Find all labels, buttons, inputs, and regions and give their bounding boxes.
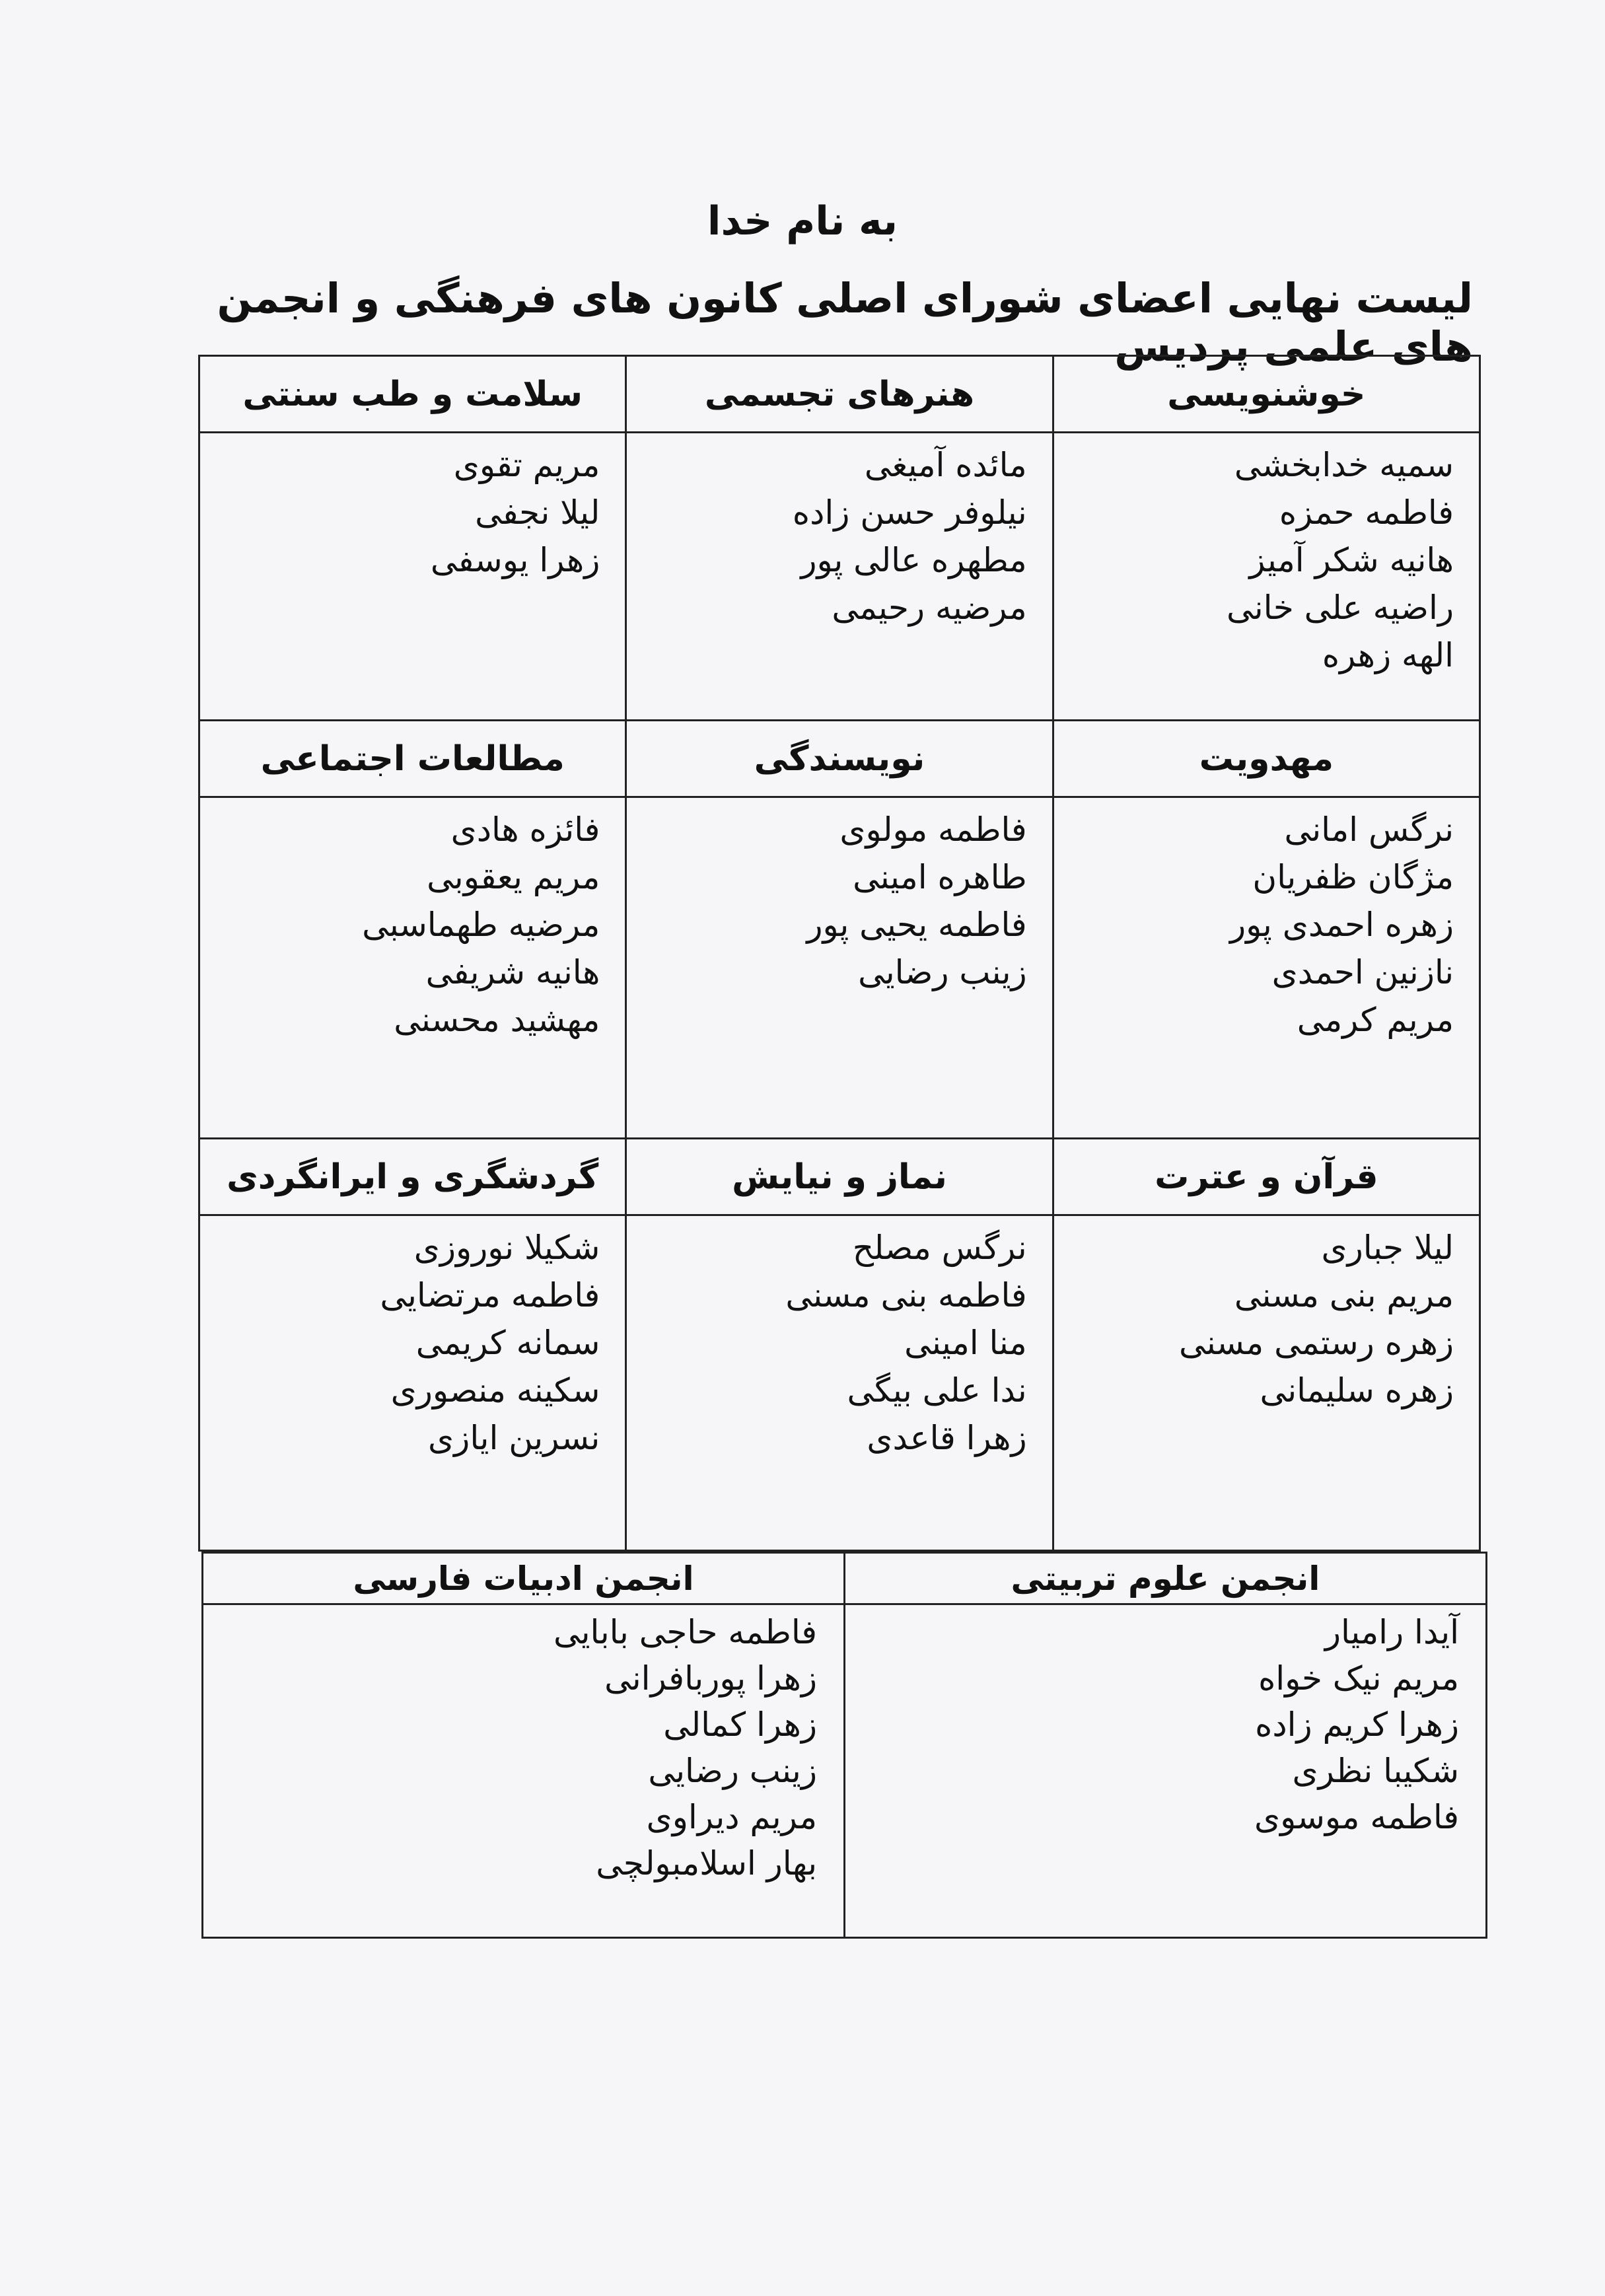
section-header: مهدویت	[1053, 721, 1480, 797]
member-name: مرضیه طهماسبی	[362, 906, 600, 944]
association-header: انجمن علوم تربیتی	[845, 1553, 1487, 1604]
member-name: طاهره امینی	[853, 858, 1027, 896]
member-name: زهرا قاعدی	[867, 1419, 1027, 1457]
member-name: بهار اسلامبولچی	[596, 1844, 817, 1883]
member-name: هانیه شریفی	[425, 953, 600, 991]
member-name: شکیبا نظری	[1292, 1752, 1459, 1790]
member-name: فاطمه مرتضایی	[380, 1276, 600, 1314]
member-name: سکینه منصوری	[390, 1371, 600, 1410]
member-name: سمیه خدابخشی	[1234, 446, 1454, 484]
members-cell	[203, 1604, 845, 1938]
member-name: مریم نیک خواه	[1258, 1659, 1459, 1698]
member-name: منا امینی	[904, 1324, 1027, 1362]
section-header: هنرهای تجسمی	[626, 356, 1053, 433]
member-name: مرضیه رحیمی	[832, 589, 1027, 627]
member-name: مریم تقوی	[453, 446, 600, 484]
member-name: مائده آمیغی	[864, 446, 1027, 484]
member-name: نسرین ایازی	[428, 1419, 600, 1457]
section-header: مطالعات اجتماعی	[199, 721, 626, 797]
member-name: زهرا پوربافرانی	[604, 1659, 817, 1698]
member-name: زهرا کریم زاده	[1255, 1705, 1459, 1744]
member-name: الهه زهره	[1322, 636, 1454, 674]
member-name: راضیه علی خانی	[1227, 589, 1454, 627]
members-cell	[199, 1215, 626, 1551]
member-name: فاطمه یحیی پور	[806, 906, 1027, 944]
member-name: نیلوفر حسن زاده	[792, 493, 1027, 532]
member-name: هانیه شکر آمیز	[1249, 541, 1454, 579]
member-name: زهره احمدی پور	[1229, 906, 1454, 944]
member-name: آیدا رامیار	[1324, 1613, 1459, 1651]
councils-table	[198, 355, 1481, 1552]
member-name: لیلا نجفی	[475, 493, 600, 532]
associations-table	[201, 1552, 1487, 1939]
member-name: لیلا جباری	[1321, 1229, 1454, 1267]
member-name: فاطمه بنی مسنی	[785, 1276, 1027, 1314]
member-name: مریم بنی مسنی	[1234, 1276, 1454, 1314]
members-cell	[626, 1215, 1053, 1551]
section-header: خوشنویسی	[1053, 356, 1480, 433]
member-name: شکیلا نوروزی	[413, 1229, 600, 1267]
document-subtitle: لیست نهایی اعضای شورای اصلی کانون های فرهنگی و انجمن های علمی پردیس	[217, 274, 1473, 371]
section-header: نویسندگی	[626, 721, 1053, 797]
member-name: مطهره عالی پور	[801, 541, 1027, 579]
member-name: زهره سلیمانی	[1260, 1371, 1454, 1410]
member-name: زینب رضایی	[858, 953, 1027, 991]
member-name: زهره رستمی مسنی	[1179, 1324, 1454, 1362]
member-name: مریم دیراوی	[646, 1798, 817, 1836]
member-name: مژگان ظفریان	[1252, 858, 1454, 896]
members-cell	[1053, 433, 1480, 721]
member-name: زهرا یوسفی	[430, 541, 600, 579]
member-name: ندا علی بیگی	[847, 1371, 1027, 1410]
member-name: نرگس مصلح	[852, 1229, 1027, 1267]
members-cell	[199, 797, 626, 1139]
member-name: سمانه کریمی	[415, 1324, 600, 1362]
section-header: قرآن و عترت	[1053, 1139, 1480, 1215]
member-name: مریم یعقوبی	[427, 858, 600, 896]
section-header: نماز و نیایش	[626, 1139, 1053, 1215]
members-cell	[1053, 797, 1480, 1139]
member-name: فاطمه موسوی	[1254, 1798, 1459, 1836]
members-cell	[199, 433, 626, 721]
member-name: زهرا کمالی	[663, 1705, 817, 1744]
members-cell	[626, 433, 1053, 721]
member-name: فاطمه حمزه	[1279, 493, 1454, 532]
section-header: سلامت و طب سنتی	[199, 356, 626, 433]
association-header: انجمن ادبیات فارسی	[203, 1553, 845, 1604]
member-name: مهشید محسنی	[394, 1001, 600, 1039]
member-name: فاطمه حاجی بابایی	[553, 1613, 817, 1651]
member-name: نازنین احمدی	[1271, 953, 1454, 991]
page-title: به نام خدا	[707, 198, 898, 244]
members-cell	[626, 797, 1053, 1139]
section-header: گردشگری و ایرانگردی	[199, 1139, 626, 1215]
member-name: مریم کرمی	[1297, 1001, 1454, 1039]
members-cell	[1053, 1215, 1480, 1551]
member-name: نرگس امانی	[1284, 810, 1454, 849]
members-cell	[845, 1604, 1487, 1938]
member-name: زینب رضایی	[648, 1752, 817, 1790]
member-name: فاطمه مولوی	[839, 810, 1027, 849]
member-name: فائزه هادی	[450, 810, 600, 849]
